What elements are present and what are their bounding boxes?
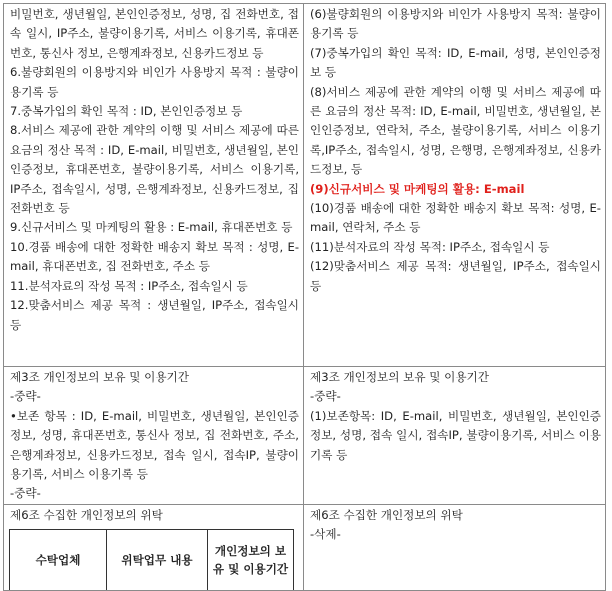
paragraph: (8)서비스 제공에 관한 계약의 이행 및 서비스 제공에 따른 요금의 정산 목적: ID, E-mail, 비밀번호, 생년월일, 본인인증정보, 연락처, 주소, 불량이용기록, 서비스 이용기록,IP주소, 접속일시, 성명, 은행명, 은행계좌정보, 신용카드정보, 등	[310, 84, 601, 177]
entrustment-table	[9, 529, 294, 590]
highlighted-paragraph: (9)신규서비스 및 마케팅의 활용: E-mail	[310, 181, 525, 196]
entrustment-table-header	[10, 530, 294, 590]
paragraph: 11.분석자료의 작성 목적 : IP주소, 접속일시 등	[10, 278, 248, 293]
left-cell-entrustment	[4, 504, 304, 590]
paragraph: •보존 항목 : ID, E-mail, 비밀번호, 생년월일, 본인인증정보, 성명, 휴대폰번호, 통신사 정보, 집 전화번호, 주소, 은행계좌정보, 신용카드정보, 접속 일시, 접속IP, 불량이용기록, 서비스 이용기록 등	[10, 408, 299, 482]
paragraph: (6)불량회원의 이용방지와 비인가 사용방지 목적: 불량이용기록 등	[310, 7, 601, 41]
paragraph: (12)맞춤서비스 제공 목적: 생년월일, IP주소, 접속일시 등	[310, 259, 601, 293]
table-row-entrustment	[4, 504, 606, 590]
paragraph: 6.불량회원의 이용방지와 비인가 사용방지 목적 : 불량이용기록 등	[10, 65, 299, 99]
header-cell-task: 위탁업무 내용	[107, 530, 208, 590]
paragraph: (10)경품 배송에 대한 정확한 배송지 확보 목적: 성명, E-mail, 연락처, 주소 등	[310, 201, 601, 235]
paragraph: 비밀번호, 생년월일, 본인인증정보, 성명, 집 전화번호, 접속 일시, IP주소, 불량이용기록, 서비스 이용기록, 휴대폰번호, 통신사 정보, 은행계좌정보, 신용카드정보 등	[10, 7, 299, 60]
deleted-note: -삭제-	[310, 527, 341, 542]
omission-note: -중략-	[310, 389, 341, 404]
paragraph: (1)보존항목: ID, E-mail, 비밀번호, 생년월일, 본인인증정보, 성명, 접속 일시, 접속IP, 불량이용기록, 서비스 이용기록 등	[310, 408, 601, 462]
omission-note: -중략-	[10, 486, 41, 501]
paragraph: 9.신규서비스 및 마케팅의 활용 : E-mail, 휴대폰번호 등	[10, 220, 293, 235]
paragraph: 7.중복가입의 확인 목적 : ID, 본인인증정보 등	[10, 104, 243, 119]
comparison-table	[3, 3, 606, 591]
left-cell-purposes	[4, 4, 304, 367]
paragraph: (11)분석자료의 작성 목적: IP주소, 접속일시 등	[310, 239, 550, 254]
right-cell-entrustment	[304, 504, 606, 590]
table-row-retention	[4, 367, 606, 505]
paragraph: 8.서비스 제공에 관한 계약의 이행 및 서비스 제공에 따른 요금의 정산 목적 : ID, E-mail, 비밀번호, 생년월일, 본인인증정보, 휴대폰번호, 불량이용기록, 서비스 이용기록, IP주소, 접속일시, 성명, 은행계좌정보, 신용카드정보, 집 전화번호 등	[10, 123, 299, 216]
omission-note: -중략-	[10, 389, 41, 404]
section-heading: 제6조 수집한 개인정보의 위탁	[10, 507, 163, 522]
paragraph: 12.맞춤서비스 제공 목적 : 생년월일, IP주소, 접속일시 등	[10, 298, 299, 332]
table-row-purposes	[4, 4, 606, 367]
right-cell-retention	[304, 367, 606, 505]
header-cell-retention-period: 개인정보의 보유 및 이용기간	[208, 530, 294, 590]
section-heading: 제3조 개인정보의 보유 및 이용기간	[310, 370, 489, 384]
right-cell-purposes	[304, 4, 606, 367]
section-heading: 제6조 수집한 개인정보의 위탁	[310, 507, 463, 522]
paragraph: 10.경품 배송에 대한 정확한 배송지 확보 목적 : 성명, E-mail, 휴대폰번호, 집 전화번호, 주소 등	[10, 239, 299, 274]
paragraph: (7)중복가입의 확인 목적: ID, E-mail, 성명, 본인인증정보 등	[310, 45, 601, 80]
section-heading: 제3조 개인정보의 보유 및 이용기간	[10, 370, 189, 384]
header-cell-trustee: 수탁업체	[10, 530, 107, 590]
left-cell-retention	[4, 367, 304, 505]
